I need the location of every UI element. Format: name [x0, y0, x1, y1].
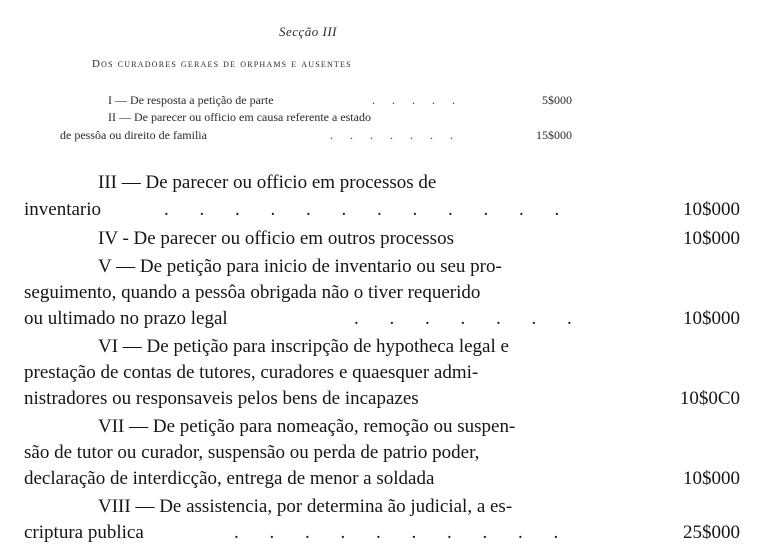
item-6-line-1: [24, 336, 740, 358]
item-5-line-3: [24, 308, 740, 330]
item-8-line-2: [24, 522, 740, 544]
item-8-dots: . . . . . . . . . .: [234, 522, 572, 543]
item-4-text: IV - De parecer ou officio em outros processos: [98, 228, 454, 249]
item-7-line-3: [24, 468, 740, 490]
item-7-value: 10$000: [683, 468, 740, 489]
item-6-text-cont: prestação de contas de tutores, curadores e quaesquer admi-: [24, 362, 479, 383]
item-5-value: 10$000: [683, 308, 740, 329]
item-3-line-2: [24, 199, 740, 221]
small-item-2-value: 15$000: [536, 128, 572, 142]
small-item-2: [0, 109, 760, 125]
item-5-dots: . . . . . . .: [354, 308, 585, 329]
item-3-dots: . . . . . . . . . . . .: [164, 199, 573, 220]
small-item-2-dots: . . . . . . .: [330, 128, 460, 142]
item-3-text: III — De parecer ou officio em processos de: [98, 172, 437, 193]
small-item-2-cont: [0, 127, 760, 143]
small-item-1-dots: . . . . .: [372, 93, 462, 107]
item-6-text-cont-2: nistradores ou responsaveis pelos bens de incapazes: [24, 388, 419, 409]
small-item-1: [0, 92, 760, 108]
item-8-text-cont: criptura publica: [24, 522, 144, 543]
small-item-1-value: 5$000: [542, 93, 572, 107]
item-8-text: VIII — De assistencia, por determina ão judicial, a es-: [98, 496, 513, 517]
small-item-2-label: II — De parecer ou officio em causa referente a estado: [108, 110, 371, 124]
item-5-line-1: [24, 256, 740, 278]
item-4-value: 10$000: [683, 228, 740, 249]
item-6-text: VI — De petição para inscripção de hypotheca legal e: [98, 336, 509, 357]
item-3-text-cont: inventario: [24, 199, 102, 220]
item-7-text-cont-2: declaração de interdicção, entrega de menor a soldada: [24, 468, 435, 489]
item-4-line-1: [24, 228, 740, 250]
item-5-line-2: [24, 282, 740, 304]
item-7-line-2: [24, 442, 740, 464]
item-3-value: 10$000: [683, 199, 740, 220]
item-5-text-cont-2: ou ultimado no prazo legal: [24, 308, 228, 329]
item-8-value: 25$000: [683, 522, 740, 543]
item-3-line-1: [24, 172, 740, 194]
item-7-line-1: [24, 416, 740, 438]
section-subtitle: Dos curadores geraes de orphams e ausentes: [92, 58, 352, 70]
item-6-value: 10$0C0: [679, 388, 740, 409]
item-7-text: VII — De petição para nomeação, remoção ou suspen-: [98, 416, 516, 437]
item-7-text-cont: são de tutor ou curador, suspensão ou perda de patrio poder,: [24, 442, 480, 463]
item-6-line-3: [24, 388, 740, 410]
item-5-text-cont: seguimento, quando a pessôa obrigada não o tiver requerido: [24, 282, 481, 303]
small-item-2-label-cont: de pessôa ou direito de familia: [60, 128, 207, 142]
item-8-line-1: [24, 496, 740, 518]
item-5-text: V — De petição para inicio de inventario ou seu pro-: [98, 256, 502, 277]
item-6-line-2: [24, 362, 740, 384]
small-item-1-label: I — De resposta a petição de parte: [108, 93, 274, 107]
section-title: Secção III: [278, 24, 338, 39]
